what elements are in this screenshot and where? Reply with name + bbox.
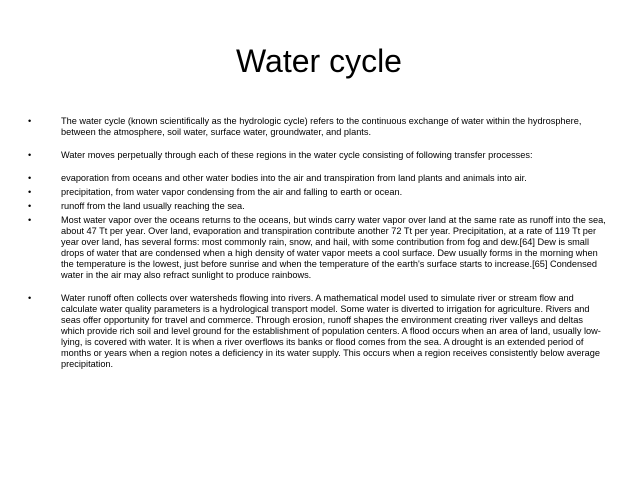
list-item-text: runoff from the land usually reaching the sea. [61, 201, 245, 211]
list-item [28, 116, 608, 138]
list-item [28, 293, 608, 370]
slide-title: Water cycle [236, 43, 402, 79]
list-item-text: evaporation from oceans and other water bodies into the air and transpiration from land plants and animals into air. [61, 173, 527, 183]
list-item-text: Most water vapor over the oceans returns to the oceans, but winds carry water vapor over land at the same rate as runoff into the sea, about 47 Tt per year. Over land, evaporation and transpiration contribute another 72 Tt per year. Precipitation, at a rate of 119 Tt per year over land, has several forms: most commonly rain, snow, and hail, with some contribution from fog and dew.[64] Dew is small drops of water that are condensed when a high density of water vapor meets a cool surface. Dew usually forms in the morning when the temperature is the lowest, just before sunrise and when the temperature of the earth's surface starts to increase.[65] Condensed water in the air may also refract sunlight to produce rainbows. [61, 215, 606, 280]
list-item [28, 215, 608, 281]
bullet-icon: • [28, 187, 32, 197]
list-item [28, 150, 608, 161]
list-item-text: Water moves perpetually through each of these regions in the water cycle consisting of following transfer processes: [61, 150, 533, 160]
list-item-text: Water runoff often collects over watersheds flowing into rivers. A mathematical model used to simulate river or stream flow and calculate water quality parameters is a hydrological transport model. Some water is diverted to irrigation for agriculture. Rivers and seas offer opportunity for travel and commerce. Through erosion, runoff shapes the environment creating river valleys and deltas which provide rich soil and level ground for the establishment of population centers. A flood occurs when an area of land, usually low-lying, is covered with water. It is when a river overflows its banks or flood comes from the sea. A drought is an extended period of months or years when a region notes a deficiency in its water supply. This occurs when a region receives consistently below average precipitation. [61, 293, 601, 369]
list-item [28, 173, 608, 184]
bullet-icon: • [28, 173, 32, 183]
bullet-icon: • [28, 201, 32, 211]
bullet-icon: • [28, 150, 32, 160]
list-item-text: The water cycle (known scientifically as the hydrologic cycle) refers to the continuous exchange of water within the hydrosphere, between the atmosphere, soil water, surface water, groundwater, and plants. [61, 116, 582, 137]
bullet-icon: • [28, 116, 32, 126]
bullet-list [28, 116, 608, 370]
bullet-icon: • [28, 293, 32, 303]
list-item [28, 201, 608, 212]
list-item [28, 187, 608, 198]
bullet-icon: • [28, 215, 32, 225]
list-item-text: precipitation, from water vapor condensing from the air and falling to earth or ocean. [61, 187, 403, 197]
